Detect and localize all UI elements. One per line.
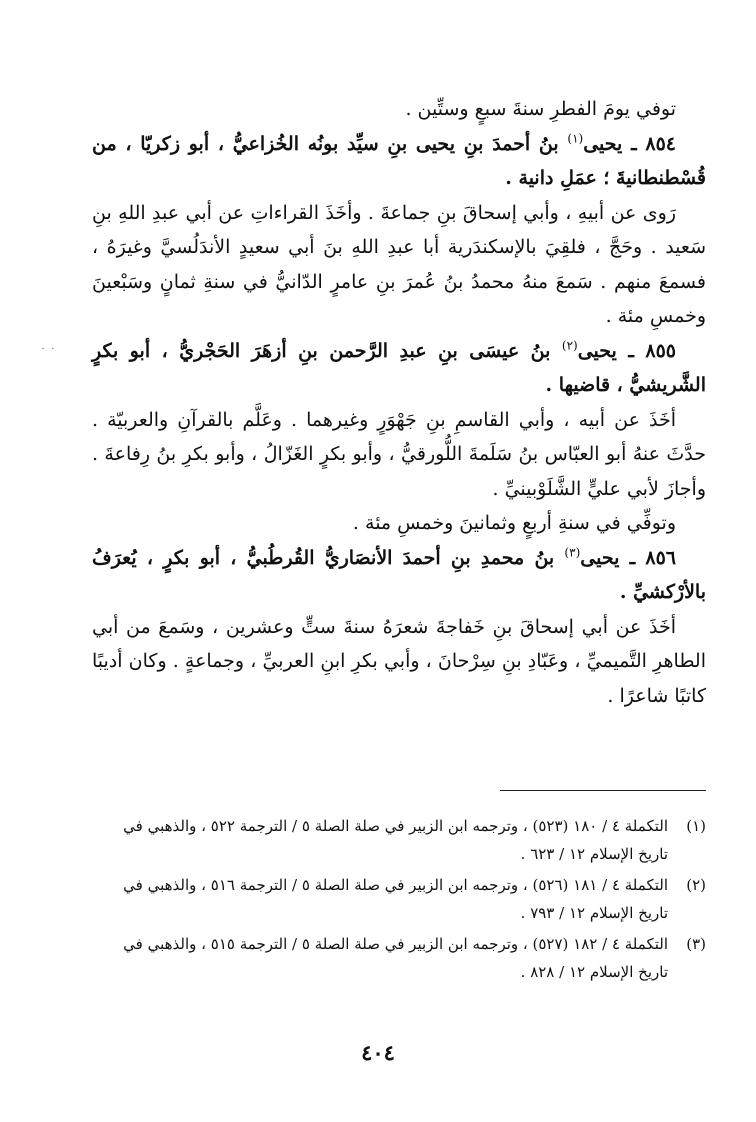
paragraph: أخَذَ عن أبيه ، وأبي القاسمِ بنِ جَهْوَرٍ وغيرهما . وعَلَّم بالقرآنِ والعربيّة . حدَّثَ عنهُ أبو العبّاس بنُ سَلَمةَ اللُّورقيُّ ، وأبو بكرٍ الغَزّالُ ، وأبو بكرِ بنُ رِفاعةَ . وأجازَ لأبي عليٍّ الشَّلَوْبينيِّ . <box>92 408 706 500</box>
paragraph: وتوفِّي في سنةِ أربعٍ وثمانينَ وخمسِ مئة . <box>352 512 676 534</box>
footnote-ref: (٢) <box>561 338 578 353</box>
footnote-text: التكملة ٤ / ١٨٠ (٥٢٣) ، وترجمه ابن الزبير في صلة الصلة ٥ / الترجمة ٥٢٢ ، والذهبي في تاريخ الإسلام ١٢ / ٦٢٣ . <box>123 817 668 863</box>
paragraph: أخَذَ عن أبي إسحاقَ بنِ خَفاجةَ شعرَهُ سنةَ ستٍّ وعشرين ، وسَمعَ من أبي الطاهرِ التَّميميِّ ، وعَبّادِ بنِ سِرْحانَ ، وأبي بكرِ ابنِ العربيِّ ، وجماعةٍ . وكان أديبًا كاتبًا شاعرًا . <box>92 615 706 707</box>
footnote <box>92 812 706 868</box>
entry-title: بنُ أحمدَ بنِ يحيى بنِ سيِّد بونُه الخُزاعيُّ ، أبو زكريّا ، من قُسْطنطانيةَ ؛ عمَلِ دانية . <box>92 132 706 189</box>
entry-title: بنُ عيسَى بنِ عبدِ الرَّحمن بنِ أزهَرَ الحَجْريُّ ، أبو بكرٍ الشَّريشيُّ ، قاضيها . <box>92 339 706 396</box>
footnote-text: التكملة ٤ / ١٨١ (٥٢٦) ، وترجمه ابن الزبير في صلة الصلة ٥ / الترجمة ٥١٦ ، والذهبي في تاريخ الإسلام ١٢ / ٧٩٣ . <box>123 876 668 922</box>
footnotes <box>92 812 706 989</box>
footnote-ref: (١) <box>567 131 584 146</box>
footnote <box>92 930 706 986</box>
footnote-number: (١) <box>686 817 706 835</box>
paragraph: رَوى عن أبيهِ ، وأبي إسحاقَ بنِ جماعةَ . وأخَذَ القراءاتِ عن أبي عبدِ اللهِ بنِ سَعيد . وحَجَّ ، فلقِيَ بالإسكندَرية أبا عبدِ اللهِ بنَ أبي سعيدٍ الأندَلُسيَّ وغيرَهُ ، فسمعَ منهم . سَمعَ منهُ محمدُ بنُ عُمرَ بنِ عامرٍ الدّانيُّ في سنةِ ثمانٍ وسَبْعينَ وخمسِ مئة . <box>92 201 706 327</box>
entry-title: بنُ محمدِ بنِ أحمدَ الأنصَاريُّ القُرطُبيُّ ، أبو بكرٍ ، يُعرَفُ بالأرْكشيِّ . <box>92 546 706 603</box>
entry-855-heading <box>92 334 706 403</box>
paragraph: توفي يومَ الفطرِ سنةَ سبعٍ وستِّين . <box>405 98 676 120</box>
entry-number: ٨٥٦ ـ يحيى <box>580 546 677 569</box>
footnote-ref: (٣) <box>564 545 581 560</box>
main-text <box>92 92 706 713</box>
footnote-number: (٢) <box>686 876 706 894</box>
footnote-separator <box>500 790 706 791</box>
footnote <box>92 871 706 927</box>
entry-number: ٨٥٤ ـ يحيى <box>583 132 676 155</box>
entry-number: ٨٥٥ ـ يحيى <box>577 339 676 362</box>
footnote-text: التكملة ٤ / ١٨٢ (٥٢٧) ، وترجمه ابن الزبير في صلة الصلة ٥ / الترجمة ٥١٥ ، والذهبي في تاريخ الإسلام ١٢ / ٨٢٨ . <box>123 935 668 981</box>
page-number: ٤٠٤ <box>361 1040 395 1065</box>
margin-mark: ˙ ˙ <box>40 346 56 360</box>
footnote-number: (٣) <box>686 935 706 953</box>
entry-856-heading <box>92 541 706 610</box>
entry-854-heading <box>92 127 706 196</box>
